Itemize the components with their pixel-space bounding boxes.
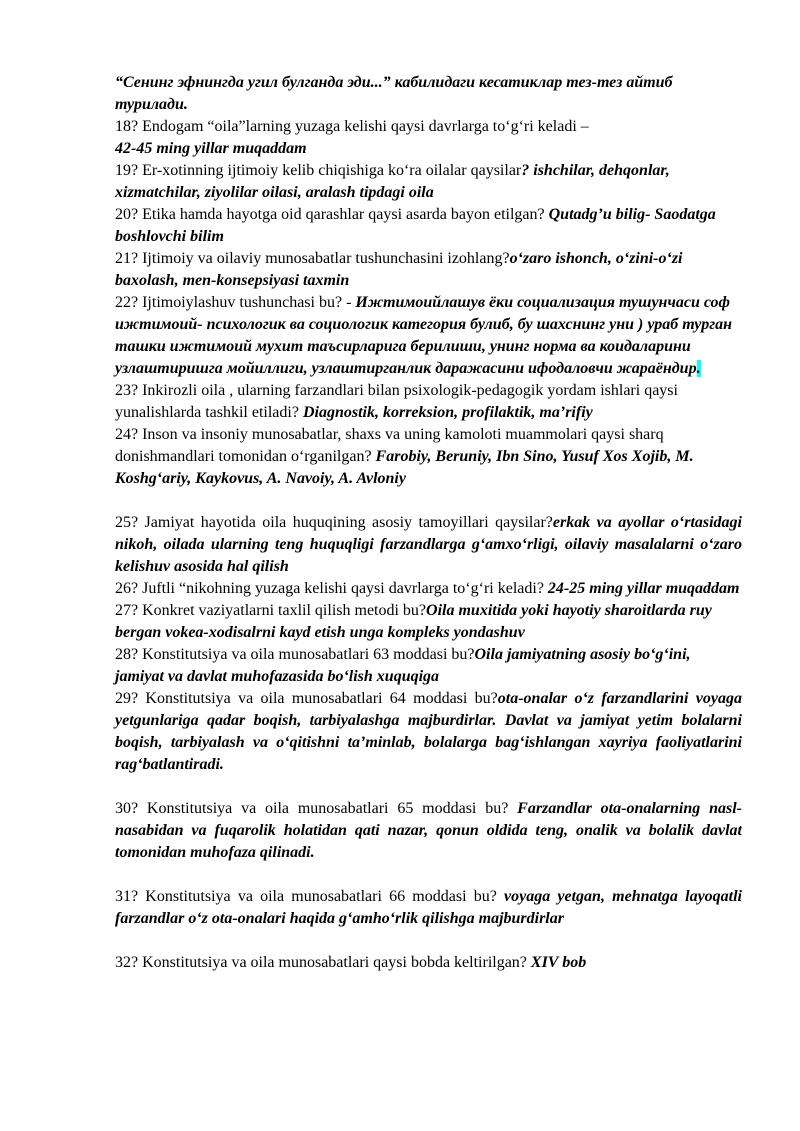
answer-text: o‘zaro ishonch, o‘zini-o‘zi baxolash, men-konsepsiyasi taxmin bbox=[115, 250, 683, 289]
answer-text: XIV bob bbox=[530, 954, 587, 971]
answer-text: Ижтимоийлашув ёки социализация тушунчаси соф ижтимоий- психологик ва социологик категория булиб, бу шахснинг уни ) ураб турган ташки ижтимоий мухит таъсирларига берилиши, унинг норма ва коидаларини узлаштиришга мойиллиги, узлаштирганлик даражасини ифодаловчи жараёндир bbox=[115, 294, 732, 377]
blank-line bbox=[115, 776, 742, 798]
answer-text: Oila muxitida yoki hayotiy sharoitlarda ruy bergan vokea-xodisalrni kayd etish unga kompleks yondashuv bbox=[115, 602, 712, 641]
answer-text: Oila jamiyatning asosiy bo‘g‘ini, jamiyat va davlat muhofazasida bo‘lish xuquqiga bbox=[115, 646, 691, 685]
answer-text: Qutadg’u bilig- Saodatga boshlovchi bilim bbox=[115, 206, 716, 245]
question-23 bbox=[115, 380, 742, 424]
document-body bbox=[115, 72, 742, 974]
blank-line bbox=[115, 864, 742, 886]
question-21 bbox=[115, 248, 742, 292]
answer-text: erkak va ayollar o‘rtasidagi nikoh, oilada ularning teng huquqligi farzandlarga g‘amxo‘rligi, oilaviy masalalarni o‘zaro kelishuv asosida hal qilish bbox=[115, 514, 743, 575]
answer-text: 42-45 ming yillar muqaddam bbox=[115, 140, 307, 157]
answer-text: 24-25 ming yillar muqaddam bbox=[547, 580, 740, 597]
question-text: 27? Konkret vaziyatlarni taxlil qilish metodi bu? bbox=[115, 602, 427, 619]
question-31 bbox=[115, 886, 742, 930]
question-27 bbox=[115, 600, 742, 644]
answer-text: voyaga yetgan, mehnatga layoqatli farzandlar o‘z ota-onalari haqida g‘amho‘rlik qilishga majburdirlar bbox=[115, 888, 743, 927]
question-22 bbox=[115, 292, 742, 380]
question-text: 23? Inkirozli oila , ularning farzandlari bilan psixologik-pedagogik yordam ishlari qaysi yunalishlarda tashkil etiladi? bbox=[115, 382, 678, 421]
question-28 bbox=[115, 644, 742, 688]
question-20 bbox=[115, 204, 742, 248]
paragraph-intro bbox=[115, 72, 742, 116]
question-text: 32? Konstitutsiya va oila munosabatlari qaysi bobda keltirilgan? bbox=[115, 954, 531, 971]
question-26 bbox=[115, 578, 742, 600]
question-19 bbox=[115, 160, 742, 204]
question-text: 18? Endogam “oila”larning yuzaga kelishi qaysi davrlarga to‘g‘ri keladi – bbox=[115, 118, 589, 135]
question-30 bbox=[115, 798, 742, 864]
question-text: 19? Er-xotinning ijtimoiy kelib chiqishiga ko‘ra oilalar qaysilar bbox=[115, 162, 522, 179]
answer-text: Farobiy, Beruniy, Ibn Sino, Yusuf Xos Xojib, M. Koshg‘ariy, Kaykovus, A. Navoiy, A. Avloniy bbox=[115, 448, 694, 487]
question-text: 21? Ijtimoiy va oilaviy munosabatlar tushunchasini izohlang? bbox=[115, 250, 510, 267]
blank-line bbox=[115, 490, 742, 512]
highlight-mark: . bbox=[696, 360, 701, 377]
blank-line bbox=[115, 930, 742, 952]
answer-text: Farzandlar ota-onalarning nasl-nasabidan va fuqarolik holatidan qati nazar, qonun oldida teng, onalik va bolalik davlat tomonidan muhofaza qilinadi. bbox=[115, 800, 742, 861]
answer-text: “Сенинг эфнингда угил булганда эди...” кабилидаги кесатиклар тез-тез айтиб турилади. bbox=[115, 74, 673, 113]
question-32 bbox=[115, 952, 742, 974]
question-text: 31? Konstitutsiya va oila munosabatlari 66 moddasi bu? bbox=[115, 888, 505, 905]
question-text: 22? Ijtimoiylashuv tushunchasi bu? - bbox=[115, 294, 356, 311]
question-text: 29? Konstitutsiya va oila munosabatlari 64 moddasi bu? bbox=[115, 690, 498, 707]
question-text: 20? Etika hamda hayotga oid qarashlar qaysi asarda bayon etilgan? bbox=[115, 206, 549, 223]
question-29 bbox=[115, 688, 742, 776]
answer-text: Diagnostik, korreksion, profilaktik, ma’rifiy bbox=[302, 404, 593, 421]
question-text: 25? Jamiyat hayotida oila huquqining asosiy tamoyillari qaysilar? bbox=[115, 514, 553, 531]
answer-text: ? ishchilar, dehqonlar, xizmatchilar, ziyolilar oilasi, aralash tipdagi oila bbox=[115, 162, 670, 201]
answer-text: ota-onalar o‘z farzandlarini voyaga yetgunlariga qadar boqish, tarbiyalashga majburdirlar. Davlat va jamiyat yetim bolalarni boqish, tarbiyalash va o‘qitishni ta’minlab, bolalarga bag‘ishlangan xayriya faoliyatlarini rag‘batlantiradi. bbox=[115, 690, 742, 773]
question-text: 28? Konstitutsiya va oila munosabatlari 63 moddasi bu? bbox=[115, 646, 475, 663]
question-text: 24? Inson va insoniy munosabatlar, shaxs va uning kamoloti muammolari qaysi sharq donishmandlari tomonidan o‘rganilgan? bbox=[115, 426, 664, 465]
question-text: 26? Juftli “nikohning yuzaga kelishi qaysi davrlarga to‘g‘ri keladi? bbox=[115, 580, 548, 597]
question-text: 30? Konstitutsiya va oila munosabatlari 65 moddasi bu? bbox=[115, 800, 518, 817]
question-25 bbox=[115, 512, 742, 578]
question-18 bbox=[115, 116, 742, 160]
question-24 bbox=[115, 424, 742, 490]
